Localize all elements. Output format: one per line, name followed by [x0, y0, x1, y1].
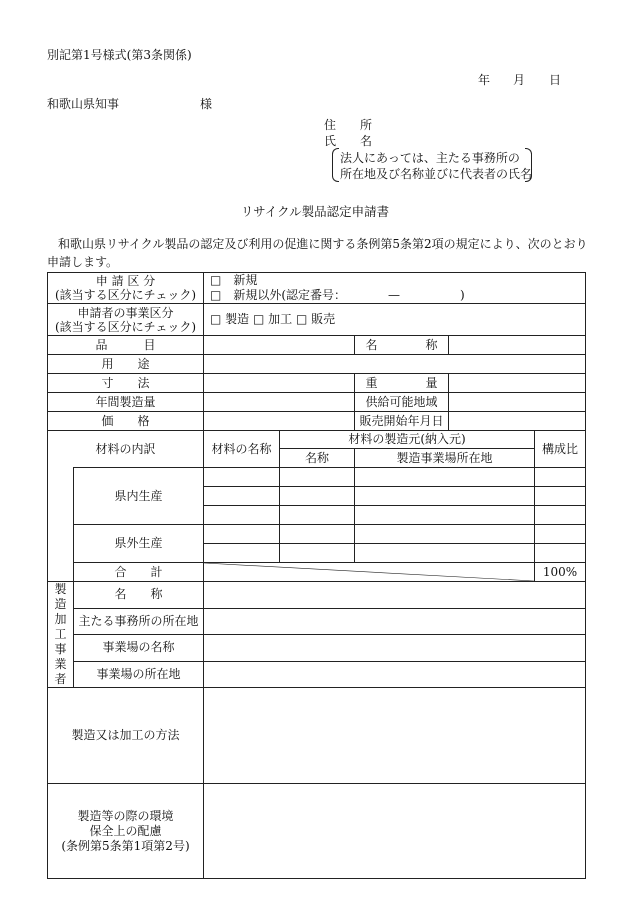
- environment-label: [48, 784, 204, 879]
- business-category-line1: 申請者の事業区分: [77, 305, 174, 320]
- domestic-source-name-2[interactable]: [280, 487, 355, 506]
- external-composition-2[interactable]: [535, 544, 586, 563]
- environment-line1: 製造等の際の環境: [77, 808, 174, 823]
- site-name-value[interactable]: [204, 635, 586, 662]
- annual-output-value[interactable]: [204, 393, 355, 412]
- corporate-note-bracket: [332, 148, 532, 180]
- product-name-label: 名 称: [355, 336, 449, 355]
- intro-text-line2: 申請します。: [47, 255, 119, 269]
- application-category-line1: 申 請 区 分: [95, 274, 156, 288]
- address-label: 住 所: [324, 118, 373, 132]
- date-day-label: 日: [549, 73, 562, 87]
- external-source-location-1[interactable]: [355, 525, 535, 544]
- environment-line3: (条例第5条第1項第2号): [61, 838, 190, 853]
- domestic-source-location-1[interactable]: [355, 468, 535, 487]
- business-options-checkboxes[interactable]: □ 製造 □ 加工 □ 販売: [204, 304, 586, 336]
- domestic-production-label: 県内生産: [74, 468, 204, 525]
- form-number-label: 別記第1号様式(第3条関係): [47, 48, 192, 62]
- manufacturer-office-label: 主たる事務所の所在地: [74, 608, 204, 635]
- dimensions-label: 寸 法: [48, 374, 204, 393]
- use-value[interactable]: [204, 355, 586, 374]
- option-new-checkbox[interactable]: □ 新規: [204, 273, 586, 289]
- diagonal-line: [204, 563, 534, 581]
- site-location-label: 事業場の所在地: [74, 661, 204, 688]
- method-value[interactable]: [204, 688, 586, 784]
- date-month-label: 月: [513, 73, 526, 87]
- domestic-material-3[interactable]: [204, 506, 280, 525]
- price-value[interactable]: [204, 412, 355, 431]
- manufacturer-name-value[interactable]: [204, 582, 586, 609]
- external-production-label: 県外生産: [74, 525, 204, 563]
- item-value[interactable]: [204, 336, 355, 355]
- corporate-note-line1: 法人にあっては、主たる事務所の: [340, 151, 520, 165]
- manufacturer-name-label: 名 称: [74, 582, 204, 609]
- external-source-name-2[interactable]: [280, 544, 355, 563]
- business-category-label: [48, 304, 204, 336]
- site-location-value[interactable]: [204, 661, 586, 688]
- domestic-composition-2[interactable]: [535, 487, 586, 506]
- material-source-header: 材料の製造元(納入元): [280, 431, 535, 449]
- total-label: 合 計: [74, 563, 204, 582]
- material-indent-cell: [48, 468, 74, 582]
- bracket-left: [332, 148, 339, 182]
- option-other-checkbox[interactable]: □ 新規以外(認定番号： — ): [204, 288, 586, 304]
- domestic-composition-3[interactable]: [535, 506, 586, 525]
- weight-label: 重 量: [355, 374, 449, 393]
- domestic-composition-1[interactable]: [535, 468, 586, 487]
- supply-area-label: 供給可能地域: [355, 393, 449, 412]
- total-diagonal-cell: [204, 563, 535, 582]
- dimensions-value[interactable]: [204, 374, 355, 393]
- business-category-line2: (該当する区分にチェック): [55, 319, 197, 334]
- external-composition-1[interactable]: [535, 525, 586, 544]
- application-category-label: [48, 273, 204, 304]
- environment-value[interactable]: [204, 784, 586, 879]
- external-material-2[interactable]: [204, 544, 280, 563]
- date-year-label: 年: [478, 73, 491, 87]
- source-name-header: 名称: [280, 449, 355, 468]
- honorific-label: 様: [200, 97, 213, 111]
- domestic-source-location-3[interactable]: [355, 506, 535, 525]
- supply-area-value[interactable]: [449, 393, 586, 412]
- name-label: 氏 名: [324, 134, 373, 148]
- manufacturer-office-value[interactable]: [204, 608, 586, 635]
- domestic-source-name-3[interactable]: [280, 506, 355, 525]
- price-label: 価 格: [48, 412, 204, 431]
- method-label: 製造又は加工の方法: [48, 688, 204, 784]
- external-source-location-2[interactable]: [355, 544, 535, 563]
- domestic-material-1[interactable]: [204, 468, 280, 487]
- domestic-source-location-2[interactable]: [355, 487, 535, 506]
- environment-line2: 保全上の配慮: [89, 823, 162, 838]
- external-material-1[interactable]: [204, 525, 280, 544]
- product-name-value[interactable]: [449, 336, 586, 355]
- source-location-header: 製造事業場所在地: [355, 449, 535, 468]
- weight-value[interactable]: [449, 374, 586, 393]
- corporate-note-line2: 所在地及び名称並びに代表者の氏名: [340, 167, 533, 181]
- item-label: 品 目: [48, 336, 204, 355]
- application-category-line2: (該当する区分にチェック): [55, 288, 197, 302]
- intro-text-line1: 和歌山県リサイクル製品の認定及び利用の促進に関する条例第5条第2項の規定により、次のとおり: [58, 237, 588, 251]
- external-source-name-1[interactable]: [280, 525, 355, 544]
- use-label: 用 途: [48, 355, 204, 374]
- annual-output-label: 年間製造量: [48, 393, 204, 412]
- domestic-source-name-1[interactable]: [280, 468, 355, 487]
- total-percent: 100%: [535, 563, 586, 582]
- document-title: リサイクル製品認定申請書: [240, 204, 390, 219]
- material-breakdown-label: 材料の内訳: [48, 431, 204, 468]
- sale-start-value[interactable]: [449, 412, 586, 431]
- sale-start-label: 販売開始年月日: [355, 412, 449, 431]
- composition-header: 構成比: [535, 431, 586, 468]
- manufacturer-vertical-label: [48, 582, 74, 688]
- application-form-table: [47, 272, 586, 879]
- manufacturer-vertical-text: 製造加工事業者: [54, 582, 67, 686]
- domestic-material-2[interactable]: [204, 487, 280, 506]
- material-name-header: 材料の名称: [204, 431, 280, 468]
- addressee-label: 和歌山県知事: [47, 97, 120, 111]
- site-name-label: 事業場の名称: [74, 635, 204, 662]
